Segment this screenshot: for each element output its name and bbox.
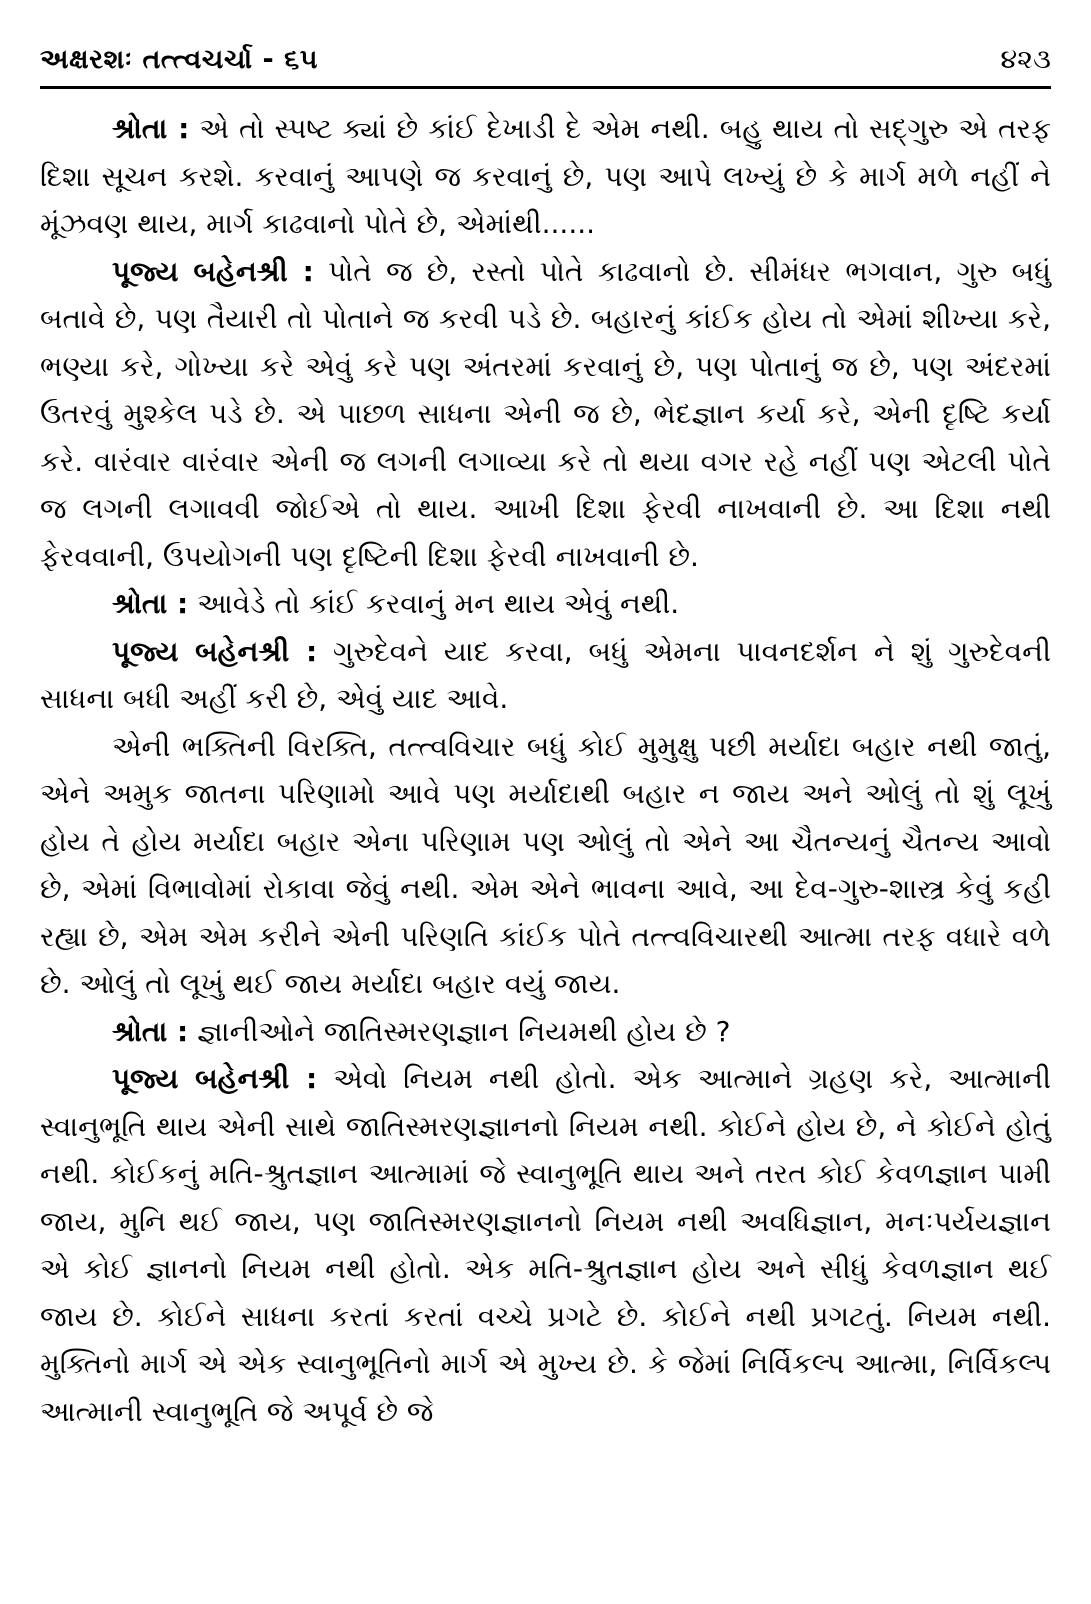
speaker-label: પૂજ્ય બહેનશ્રી : [112,1062,318,1096]
paragraph-text: પોતે જ છે, રસ્તો પોતે કાઢવાનો છે. સીમંધર ભગવાન, ગુરુ બધું બતાવે છે, પણ તૈયારી તો પોતાને જ કરવી પડે છે. બહારનું કાંઈક હોય તો એમાં શીખ્યા કરે, ભણ્યા કરે, ગોખ્યા કરે એવું કરે પણ અંતરમાં કરવાનું છે, પણ પોતાનું જ છે, પણ અંદરમાં ઉતરવું મુશ્કેલ પડે છે. એ પાછળ સાધના એની જ છે, ભેદજ્ઞાન કર્યા કરે, એની દૃષ્ટિ કર્યા કરે. વારંવાર વારંવાર એની જ લગની લગાવ્યા કરે તો થયા વગર રહે નહીં પણ એટલી પોતે જ લગની લગાવવી જોઈએ તો થાય. આખી દિશા ફેરવી નાખવાની છે. આ દિશા નથી ફેરવવાની, ઉપયોગની પણ દૃષ્ટિની દિશા ફેરવી નાખવાની છે. [40,254,1051,573]
paragraph-text: એવો નિયમ નથી હોતો. એક આત્માને ગ્રહણ કરે, આત્માની સ્વાનુભૂતિ થાય એની સાથે જાતિસ્મરણજ્ઞાનનો નિયમ નથી. કોઈને હોય છે, ને કોઈને હોતું નથી. કોઈકનું મતિ-શ્રુતજ્ઞાન આત્મામાં જે સ્વાનુભૂતિ થાય અને તરત કોઈ કેવળજ્ઞાન પામી જાય, મુનિ થઈ જાય, પણ જાતિસ્મરણજ્ઞાનનો નિયમ નથી અવધિજ્ઞાન, મનઃપર્યયજ્ઞાન એ કોઈ જ્ઞાનનો નિયમ નથી હોતો. એક મતિ-શ્રુતજ્ઞાન હોય અને સીધું કેવળજ્ઞાન થઈ જાય છે. કોઈને સાધના કરતાં કરતાં વચ્ચે પ્રગટે છે. કોઈને નથી પ્રગટતું. નિયમ નથી. મુક્તિનો માર્ગ એ એક સ્વાનુભૂતિનો માર્ગ એ મુખ્ય છે. કે જેમાં નિર્વિકલ્પ આત્મા, નિર્વિકલ્પ આત્માની સ્વાનુભૂતિ જે અપૂર્વ છે જે [40,1062,1052,1428]
paragraph-text: એની ભક્તિની વિરક્તિ, તત્ત્વવિચાર બધું કોઈ મુમુક્ષુ પછી મર્યાદા બહાર નથી જાતું, એને અમુક જાતના પરિણામો આવે પણ મર્યાદાથી બહાર ન જાય અને ઓલું તો શું લૂખું હોય તે હોય મર્યાદા બહાર એના પરિણામ પણ ઓલું તો એને આ ચૈતન્યનું ચૈતન્ય આવો છે, એમાં વિભાવોમાં રોકાવા જેવું નથી. એમ એને ભાવના આવે, આ દેવ-ગુરુ-શાસ્ત્ર કેવું કહી રહ્યા છે, એમ એમ કરીને એની પરિણતિ કાંઈક પોતે તત્ત્વવિચારથી આત્મા તરફ વધારે વળે છે. ઓલું તો લૂખું થઈ જાય મર્યાદા બહાર વયું જાય. [40,729,1051,1001]
dialogue-paragraph [40,1055,1051,1435]
chapter-title: અક્ષરશઃ તત્ત્વચર્ચા - ૬૫ [40,44,318,75]
paragraph-text: ગુરુદેવને યાદ કરવા, બધું એમના પાવનદર્શન ને શું ગુરુદેવની સાધના બધી અહીં કરી છે, એવું યાદ આવે. [40,634,1051,716]
speaker-label: શ્રોતા : [112,112,190,146]
header-divider [40,86,1051,89]
page-number: ૪૨૩ [1000,44,1051,75]
dialogue-paragraph [40,723,1051,1008]
dialogue-paragraph [40,248,1051,581]
page-header [40,44,1051,76]
dialogue-paragraph [40,105,1051,248]
speaker-label: પૂજ્ય બહેનશ્રી : [112,634,318,668]
dialogue-paragraph [40,628,1051,723]
dialogue-paragraph [40,1008,1051,1056]
speaker-label: પૂજ્ય બહેનશ્રી : [112,254,314,288]
speaker-label: શ્રોતા : [112,587,189,621]
speaker-label: શ્રોતા : [112,1014,189,1048]
paragraph-text: એ તો સ્પષ્ટ ક્યાં છે કાંઈ દેખાડી દે એમ નથી. બહુ થાય તો સદ્‌ગુરુ એ તરફ દિશા સૂચન કરશે. કરવાનું આપણે જ કરવાનું છે, પણ આપે લખ્યું છે કે માર્ગ મળે નહીં ને મૂંઝવણ થાય, માર્ગ કાઢવાનો પોતે છે, એમાંથી...... [40,112,1051,241]
paragraph-text: જ્ઞાનીઓને જાતિસ્મરણજ્ઞાન નિયમથી હોય છે ? [197,1014,731,1048]
dialogue-text [40,105,1051,1435]
paragraph-text: આવેડે તો કાંઈ કરવાનું મન થાય એવું નથી. [197,587,680,621]
dialogue-paragraph [40,580,1051,628]
